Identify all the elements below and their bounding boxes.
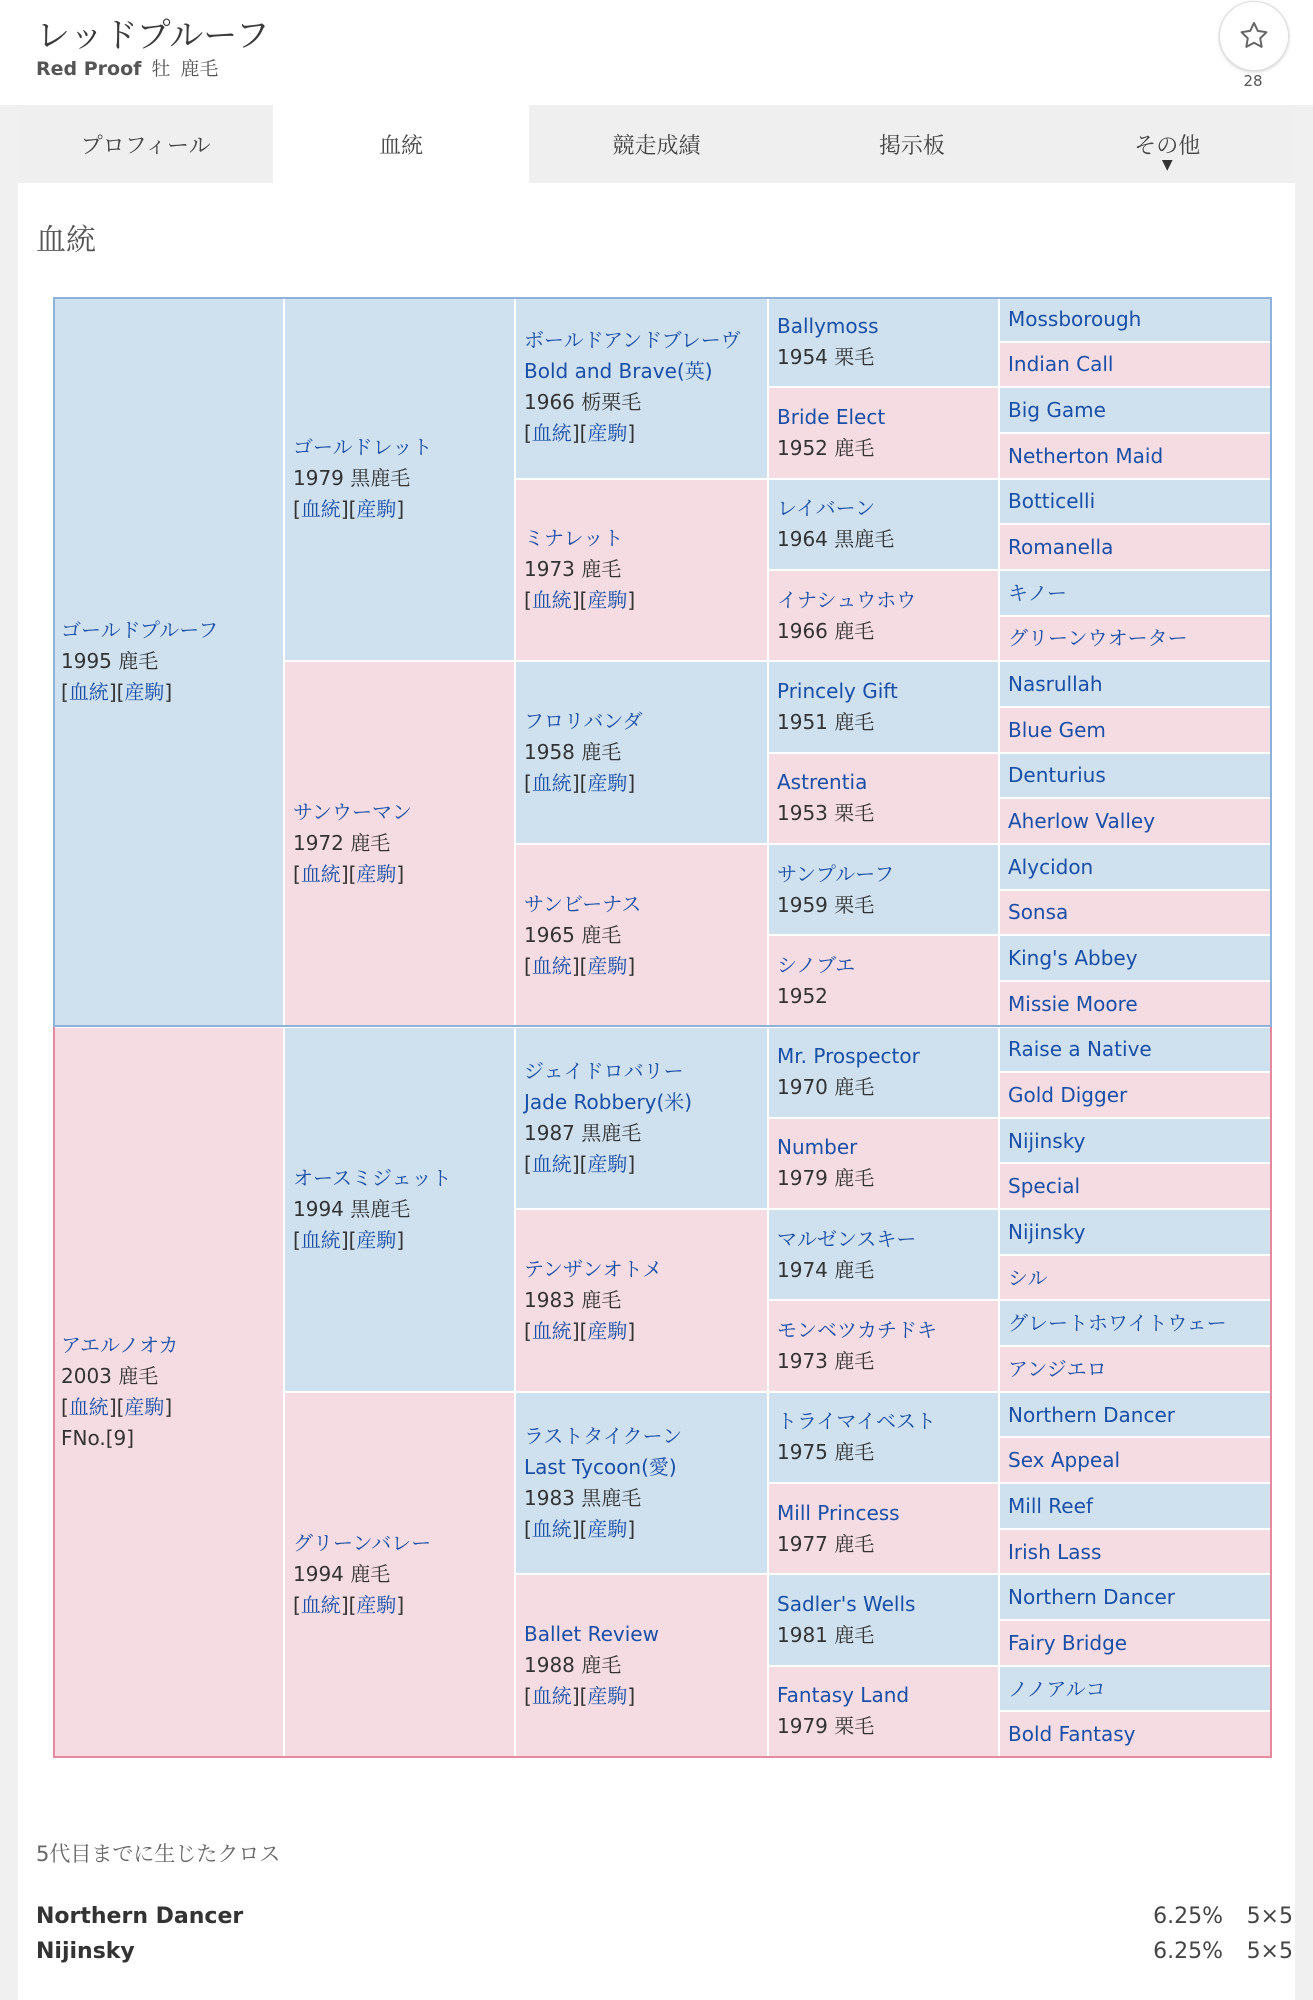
horse-year-color: 1995 鹿毛 <box>61 648 159 673</box>
horse-year-color: 1958 鹿毛 <box>524 740 622 765</box>
pedigree-cell-gen5 <box>1000 1301 1272 1347</box>
horse-link[interactable]: ジェイドロバリー <box>524 1058 684 1083</box>
horse-year-color: 1981 鹿毛 <box>777 1623 875 1648</box>
horse-year-color: 1954 栗毛 <box>777 344 875 369</box>
horse-year-color: 1972 鹿毛 <box>293 831 391 856</box>
bracket: [ <box>61 679 69 704</box>
pedigree-cell-gen5 <box>1000 1575 1272 1621</box>
horse-link[interactable]: Northern Dancer <box>1008 1585 1176 1610</box>
horse-link[interactable]: マルゼンスキー <box>777 1226 917 1251</box>
horse-year-color: 1979 鹿毛 <box>777 1166 875 1191</box>
horse-year-color: 1953 栗毛 <box>777 801 875 826</box>
cross-row <box>36 1939 1293 1973</box>
pedigree-cell-gen4 <box>769 1484 1000 1575</box>
horse-link[interactable]: グリーンバレー <box>293 1530 432 1555</box>
horse-link[interactable]: Nasrullah <box>1008 672 1103 697</box>
horse-year-color: 1987 黒鹿毛 <box>524 1120 642 1145</box>
horse-year-color: 1959 栗毛 <box>777 892 875 917</box>
pedigree-cell-gen1 <box>53 297 285 1028</box>
horse-foreign-name-link[interactable]: Last Tycoon(愛) <box>524 1455 677 1480</box>
dropdown-caret-icon: ▼ <box>1161 157 1173 173</box>
pedigree-link[interactable]: 血統 <box>300 497 341 522</box>
horse-year-color: 1979 栗毛 <box>777 1714 875 1739</box>
horse-link[interactable]: King's Abbey <box>1008 946 1138 971</box>
favorite-count: 28 <box>1243 72 1263 90</box>
tab-label: 競走成績 <box>612 133 701 159</box>
pedigree-cell-gen5 <box>1000 1164 1272 1210</box>
pedigree-cell-gen5 <box>1000 1028 1272 1074</box>
bracket: [ <box>61 1394 69 1419</box>
star-icon <box>1237 19 1271 53</box>
bracket: ][ <box>571 953 588 978</box>
horse-links <box>61 677 275 708</box>
horse-link[interactable]: Special <box>1008 1174 1081 1199</box>
horse-year-color: 1975 鹿毛 <box>777 1440 875 1465</box>
horse-link[interactable]: Ballymoss <box>777 313 879 338</box>
pedigree-cell-gen3 <box>516 297 769 480</box>
tab-other[interactable] <box>1040 105 1295 183</box>
pedigree-link[interactable]: 血統 <box>300 1592 341 1617</box>
bracket: [ <box>524 1684 532 1709</box>
progeny-link[interactable]: 産駒 <box>587 588 628 613</box>
pedigree-link[interactable]: 血統 <box>531 1517 572 1542</box>
horse-link[interactable]: Sonsa <box>1008 900 1069 925</box>
pedigree-cell-gen4 <box>769 1393 1000 1484</box>
horse-link[interactable]: Princely Gift <box>777 678 898 703</box>
horse-year-color: 1973 鹿毛 <box>777 1349 875 1374</box>
pedigree-cell-gen5 <box>1000 1393 1272 1439</box>
horse-year-color: 1974 鹿毛 <box>777 1257 875 1282</box>
progeny-link[interactable]: 産駒 <box>124 679 165 704</box>
horse-year-color: 1965 鹿毛 <box>524 922 622 947</box>
bracket: [ <box>524 1151 532 1176</box>
pedigree-link[interactable]: 血統 <box>531 771 572 796</box>
tab-label: プロフィール <box>80 133 211 159</box>
horse-foreign-name-link[interactable]: Bold and Brave(英) <box>524 359 713 384</box>
horse-year-color: 1964 黒鹿毛 <box>777 527 895 552</box>
horse-link[interactable]: ゴールドプルーフ <box>61 617 219 642</box>
pedigree-cell-gen5 <box>1000 617 1272 663</box>
tab-pedigree[interactable] <box>273 105 528 183</box>
bracket: ][ <box>571 1684 588 1709</box>
horse-year-color: 1952 鹿毛 <box>777 435 875 460</box>
horse-foreign-name-link[interactable]: Jade Robbery(米) <box>524 1089 693 1114</box>
horse-name-en: Red Proof <box>36 58 142 80</box>
progeny-link[interactable]: 産駒 <box>587 1517 628 1542</box>
pedigree-cell-gen4 <box>769 571 1000 662</box>
bracket: ][ <box>108 679 125 704</box>
pedigree-link[interactable]: 血統 <box>531 1684 572 1709</box>
pedigree-cell-gen4 <box>769 662 1000 753</box>
pedigree-cell-gen3 <box>516 845 769 1028</box>
horse-link[interactable]: Sex Appeal <box>1008 1448 1121 1473</box>
bracket: ][ <box>571 1151 588 1176</box>
pedigree-cell-gen5 <box>1000 434 1272 480</box>
progeny-link[interactable]: 産駒 <box>124 1394 165 1419</box>
pedigree-cell-gen5 <box>1000 754 1272 800</box>
pedigree-cell-gen5 <box>1000 343 1272 389</box>
bracket: [ <box>524 953 532 978</box>
horse-link[interactable]: シノブエ <box>777 952 856 977</box>
horse-link[interactable]: テンザンオトメ <box>524 1256 663 1281</box>
horse-links <box>293 859 506 890</box>
tab-label: 血統 <box>379 133 424 159</box>
pedigree-cell-gen2 <box>285 297 516 662</box>
horse-link[interactable]: Northern Dancer <box>1008 1402 1176 1427</box>
bracket: ] <box>164 1394 173 1419</box>
horse-link[interactable]: イナシュウホウ <box>777 587 917 612</box>
pedigree-cell-gen3 <box>516 1393 769 1576</box>
bracket: ][ <box>571 588 588 613</box>
tab-label: 掲示板 <box>878 133 945 159</box>
horse-link[interactable]: Blue Gem <box>1008 717 1106 742</box>
pedigree-cell-gen5 <box>1000 1256 1272 1302</box>
pedigree-cell-gen4 <box>769 1575 1000 1666</box>
bracket: [ <box>524 1318 532 1343</box>
horse-link[interactable]: Botticelli <box>1008 489 1096 514</box>
horse-link[interactable]: フロリバンダ <box>524 709 643 734</box>
progeny-link[interactable]: 産駒 <box>356 497 397 522</box>
horse-year-color: 1966 鹿毛 <box>777 618 875 643</box>
pedigree-cell-gen4 <box>769 1119 1000 1210</box>
progeny-link[interactable]: 産駒 <box>587 771 628 796</box>
horse-link[interactable]: Astrentia <box>777 770 868 795</box>
horse-year-color: 2003 鹿毛 <box>61 1363 159 1388</box>
horse-links <box>61 1392 275 1423</box>
tab-board[interactable] <box>784 105 1039 183</box>
pedigree-cell-gen5 <box>1000 1347 1272 1393</box>
horse-links <box>524 1514 759 1545</box>
progeny-link[interactable]: 産駒 <box>587 421 628 446</box>
tab-profile[interactable] <box>18 105 273 183</box>
pedigree-cell-gen4 <box>769 1028 1000 1119</box>
bracket: ] <box>627 1318 636 1343</box>
pedigree-link[interactable]: 血統 <box>531 1318 572 1343</box>
horse-links <box>293 494 506 525</box>
favorite-button[interactable] <box>1219 1 1289 71</box>
pedigree-link[interactable]: 血統 <box>68 1394 109 1419</box>
page-header <box>0 0 1313 105</box>
pedigree-cell-gen2 <box>285 662 516 1027</box>
pedigree-cell-gen2 <box>285 1393 516 1758</box>
bracket: ] <box>627 1684 636 1709</box>
horse-link[interactable]: ラストタイクーン <box>524 1424 683 1449</box>
bracket: [ <box>524 771 532 796</box>
horse-link[interactable]: Nijinsky <box>1008 1219 1086 1244</box>
horse-link[interactable]: サンウーマン <box>293 800 412 825</box>
pedigree-cell-gen3 <box>516 480 769 663</box>
horse-link[interactable]: Alycidon <box>1008 854 1094 879</box>
pedigree-cell-gen5 <box>1000 297 1272 343</box>
bracket: [ <box>524 1517 532 1542</box>
horse-link[interactable]: Number <box>777 1135 858 1160</box>
pedigree-cell-gen5 <box>1000 982 1272 1028</box>
bracket: ] <box>396 862 405 887</box>
cross-generation: 5×5 <box>1246 1904 1293 1929</box>
bracket: ][ <box>571 771 588 796</box>
pedigree-cell-gen5 <box>1000 1073 1272 1119</box>
pedigree-cell-gen5 <box>1000 1119 1272 1165</box>
pedigree-cell-gen4 <box>769 297 1000 388</box>
pedigree-cell-gen5 <box>1000 1712 1272 1758</box>
pedigree-cell-gen4 <box>769 480 1000 571</box>
pedigree-cell-gen5 <box>1000 845 1272 891</box>
horse-link[interactable]: グリーンウオーター <box>1008 626 1188 651</box>
pedigree-cell-gen4 <box>769 936 1000 1027</box>
horse-year-color: 1994 鹿毛 <box>293 1561 391 1586</box>
horse-links <box>524 1149 759 1180</box>
horse-color: 鹿毛 <box>180 58 219 80</box>
horse-link[interactable]: アンジエロ <box>1008 1356 1107 1381</box>
progeny-link[interactable]: 産駒 <box>587 1684 628 1709</box>
horse-link[interactable]: ボールドアンドブレーヴ <box>524 328 741 353</box>
horse-link[interactable]: Bride Elect <box>777 404 886 429</box>
bracket: ] <box>396 1592 405 1617</box>
progeny-link[interactable]: 産駒 <box>356 1227 397 1252</box>
horse-link[interactable]: トライマイベスト <box>777 1409 936 1434</box>
horse-link[interactable]: Romanella <box>1008 535 1114 560</box>
cross-percent: 6.25% <box>1153 1904 1223 1929</box>
pedigree-cell-gen4 <box>769 845 1000 936</box>
horse-links <box>293 1225 506 1256</box>
bracket: ] <box>396 1227 405 1252</box>
horse-link[interactable]: サンビーナス <box>524 891 642 916</box>
horse-link[interactable]: レイバーン <box>777 496 876 521</box>
progeny-link[interactable]: 産駒 <box>587 953 628 978</box>
progeny-link[interactable]: 産駒 <box>587 1318 628 1343</box>
horse-link[interactable]: Mill Princess <box>777 1500 900 1525</box>
pedigree-link[interactable]: 血統 <box>531 588 572 613</box>
section-title: 血統 <box>36 223 96 258</box>
bracket: ][ <box>571 1517 588 1542</box>
pedigree-cell-gen3 <box>516 662 769 845</box>
family-number: FNo.[9] <box>61 1425 135 1450</box>
pedigree-cell-gen3 <box>516 1575 769 1758</box>
cross-horse-name: Northern Dancer <box>36 1904 244 1929</box>
bracket: ] <box>396 497 405 522</box>
pedigree-cell-gen5 <box>1000 1438 1272 1484</box>
pedigree-cell-gen5 <box>1000 480 1272 526</box>
horse-link[interactable]: Fantasy Land <box>777 1683 910 1708</box>
horse-link[interactable]: Nijinsky <box>1008 1128 1086 1153</box>
pedigree-cell-gen5 <box>1000 1621 1272 1667</box>
pedigree-link[interactable]: 血統 <box>300 1227 341 1252</box>
horse-link[interactable]: Mr. Prospector <box>777 1044 920 1069</box>
horse-year-color: 1952 <box>777 983 828 1008</box>
pedigree-cell-gen5 <box>1000 662 1272 708</box>
pedigree-link[interactable]: 血統 <box>531 421 572 446</box>
pedigree-cell-gen5 <box>1000 799 1272 845</box>
cross-percent: 6.25% <box>1153 1939 1223 1964</box>
bracket: [ <box>293 1227 301 1252</box>
bracket: ][ <box>571 421 588 446</box>
bracket: ][ <box>340 862 357 887</box>
pedigree-link[interactable]: 血統 <box>68 679 109 704</box>
pedigree-link[interactable]: 血統 <box>531 1151 572 1176</box>
bracket: ] <box>627 421 636 446</box>
horse-year-color: 1966 栃栗毛 <box>524 390 642 415</box>
horse-year-color: 1977 鹿毛 <box>777 1531 875 1556</box>
horse-link[interactable]: Mill Reef <box>1008 1493 1093 1518</box>
bracket: ] <box>627 588 636 613</box>
pedigree-cell-gen5 <box>1000 388 1272 434</box>
progeny-link[interactable]: 産駒 <box>587 1151 628 1176</box>
horse-link[interactable]: Missie Moore <box>1008 991 1138 1016</box>
horse-link[interactable]: Big Game <box>1008 398 1106 423</box>
horse-link[interactable]: Gold Digger <box>1008 1082 1128 1107</box>
horse-links <box>524 1316 759 1347</box>
bracket: [ <box>293 497 301 522</box>
bracket: [ <box>293 862 301 887</box>
horse-link[interactable]: モンベツカチドキ <box>777 1318 937 1343</box>
cross-row <box>36 1904 1293 1938</box>
pedigree-cell-gen3 <box>516 1028 769 1211</box>
horse-link[interactable]: ノノアルコ <box>1008 1676 1106 1701</box>
horse-year-color: 1973 鹿毛 <box>524 557 622 582</box>
pedigree-cell-gen4 <box>769 1301 1000 1392</box>
pedigree-cell-gen4 <box>769 388 1000 479</box>
horse-link[interactable]: Mossborough <box>1008 306 1142 331</box>
horse-links <box>293 1590 506 1621</box>
horse-links <box>524 951 759 982</box>
horse-link[interactable]: シル <box>1008 1265 1048 1290</box>
horse-links <box>524 768 759 799</box>
cross-title: 5代目までに生じたクロス <box>36 1842 281 1866</box>
bracket: [ <box>524 421 532 446</box>
pedigree-cell-gen4 <box>769 754 1000 845</box>
horse-link[interactable]: Netherton Maid <box>1008 443 1164 468</box>
pedigree-cell-gen5 <box>1000 1484 1272 1530</box>
tab-label: その他 <box>1134 133 1201 159</box>
pedigree-link[interactable]: 血統 <box>300 862 341 887</box>
horse-year-color: 1951 鹿毛 <box>777 709 875 734</box>
horse-link[interactable]: Denturius <box>1008 763 1106 788</box>
pedigree-cell-gen5 <box>1000 571 1272 617</box>
bracket: ][ <box>340 1592 357 1617</box>
bracket: ][ <box>108 1394 125 1419</box>
bracket: ] <box>627 771 636 796</box>
horse-link[interactable]: Aherlow Valley <box>1008 809 1156 834</box>
pedigree-cell-gen5 <box>1000 708 1272 754</box>
horse-link[interactable]: Indian Call <box>1008 352 1114 377</box>
bracket: ] <box>627 953 636 978</box>
bracket: [ <box>524 588 532 613</box>
pedigree-cell-gen4 <box>769 1667 1000 1758</box>
horse-year-color: 1983 鹿毛 <box>524 1287 622 1312</box>
horse-year-color: 1994 黒鹿毛 <box>293 1196 411 1221</box>
bracket: ] <box>164 679 173 704</box>
horse-links <box>524 418 759 449</box>
horse-links <box>524 585 759 616</box>
pedigree-cell-gen5 <box>1000 936 1272 982</box>
progeny-link[interactable]: 産駒 <box>356 862 397 887</box>
horse-link[interactable]: アエルノオカ <box>61 1332 179 1357</box>
pedigree-cell-gen4 <box>769 1210 1000 1301</box>
cross-horse-name: Nijinsky <box>36 1939 135 1964</box>
bracket: ] <box>627 1517 636 1542</box>
horse-year-color: 1970 鹿毛 <box>777 1075 875 1100</box>
horse-links <box>524 1681 759 1712</box>
pedigree-link[interactable]: 血統 <box>531 953 572 978</box>
pedigree-cell-gen5 <box>1000 1210 1272 1256</box>
horse-year-color: 1983 黒鹿毛 <box>524 1486 642 1511</box>
horse-link[interactable]: Fairy Bridge <box>1008 1630 1128 1655</box>
pedigree-cell-gen5 <box>1000 891 1272 937</box>
pedigree-cell-gen5 <box>1000 525 1272 571</box>
bracket: ][ <box>340 497 357 522</box>
cross-generation: 5×5 <box>1246 1939 1293 1964</box>
horse-year-color: 1979 黒鹿毛 <box>293 466 411 491</box>
horse-subtitle <box>36 54 228 81</box>
horse-link[interactable]: サンプルーフ <box>777 861 895 886</box>
horse-name: レッドプルーフ <box>36 16 270 56</box>
pedigree-cell-gen5 <box>1000 1530 1272 1576</box>
bracket: ] <box>627 1151 636 1176</box>
progeny-link[interactable]: 産駒 <box>356 1592 397 1617</box>
bracket: [ <box>293 1592 301 1617</box>
bracket: ][ <box>571 1318 588 1343</box>
pedigree-cell-gen3 <box>516 1210 769 1393</box>
pedigree-table <box>53 297 1272 1758</box>
horse-link[interactable]: Bold Fantasy <box>1008 1722 1136 1747</box>
main-content <box>18 105 1295 2000</box>
horse-link[interactable]: Ballet Review <box>524 1622 659 1647</box>
horse-year-color: 1988 鹿毛 <box>524 1653 622 1678</box>
pedigree-cell-gen1 <box>53 1028 285 1759</box>
horse-link[interactable]: Sadler's Wells <box>777 1592 916 1617</box>
horse-link[interactable]: キノー <box>1008 580 1067 605</box>
horse-link[interactable]: グレートホワイトウェー <box>1008 1311 1227 1336</box>
horse-link[interactable]: ミナレット <box>524 526 624 551</box>
pedigree-cell-gen2 <box>285 1028 516 1393</box>
horse-link[interactable]: ゴールドレット <box>293 435 433 460</box>
horse-link[interactable]: Raise a Native <box>1008 1037 1152 1062</box>
pedigree-cell-gen5 <box>1000 1667 1272 1713</box>
horse-link[interactable]: オースミジェット <box>293 1165 452 1190</box>
horse-sex: 牡 <box>151 58 171 80</box>
horse-link[interactable]: Irish Lass <box>1008 1539 1102 1564</box>
tab-race-results[interactable] <box>529 105 784 183</box>
bracket: ][ <box>340 1227 357 1252</box>
tab-bar <box>18 105 1295 183</box>
